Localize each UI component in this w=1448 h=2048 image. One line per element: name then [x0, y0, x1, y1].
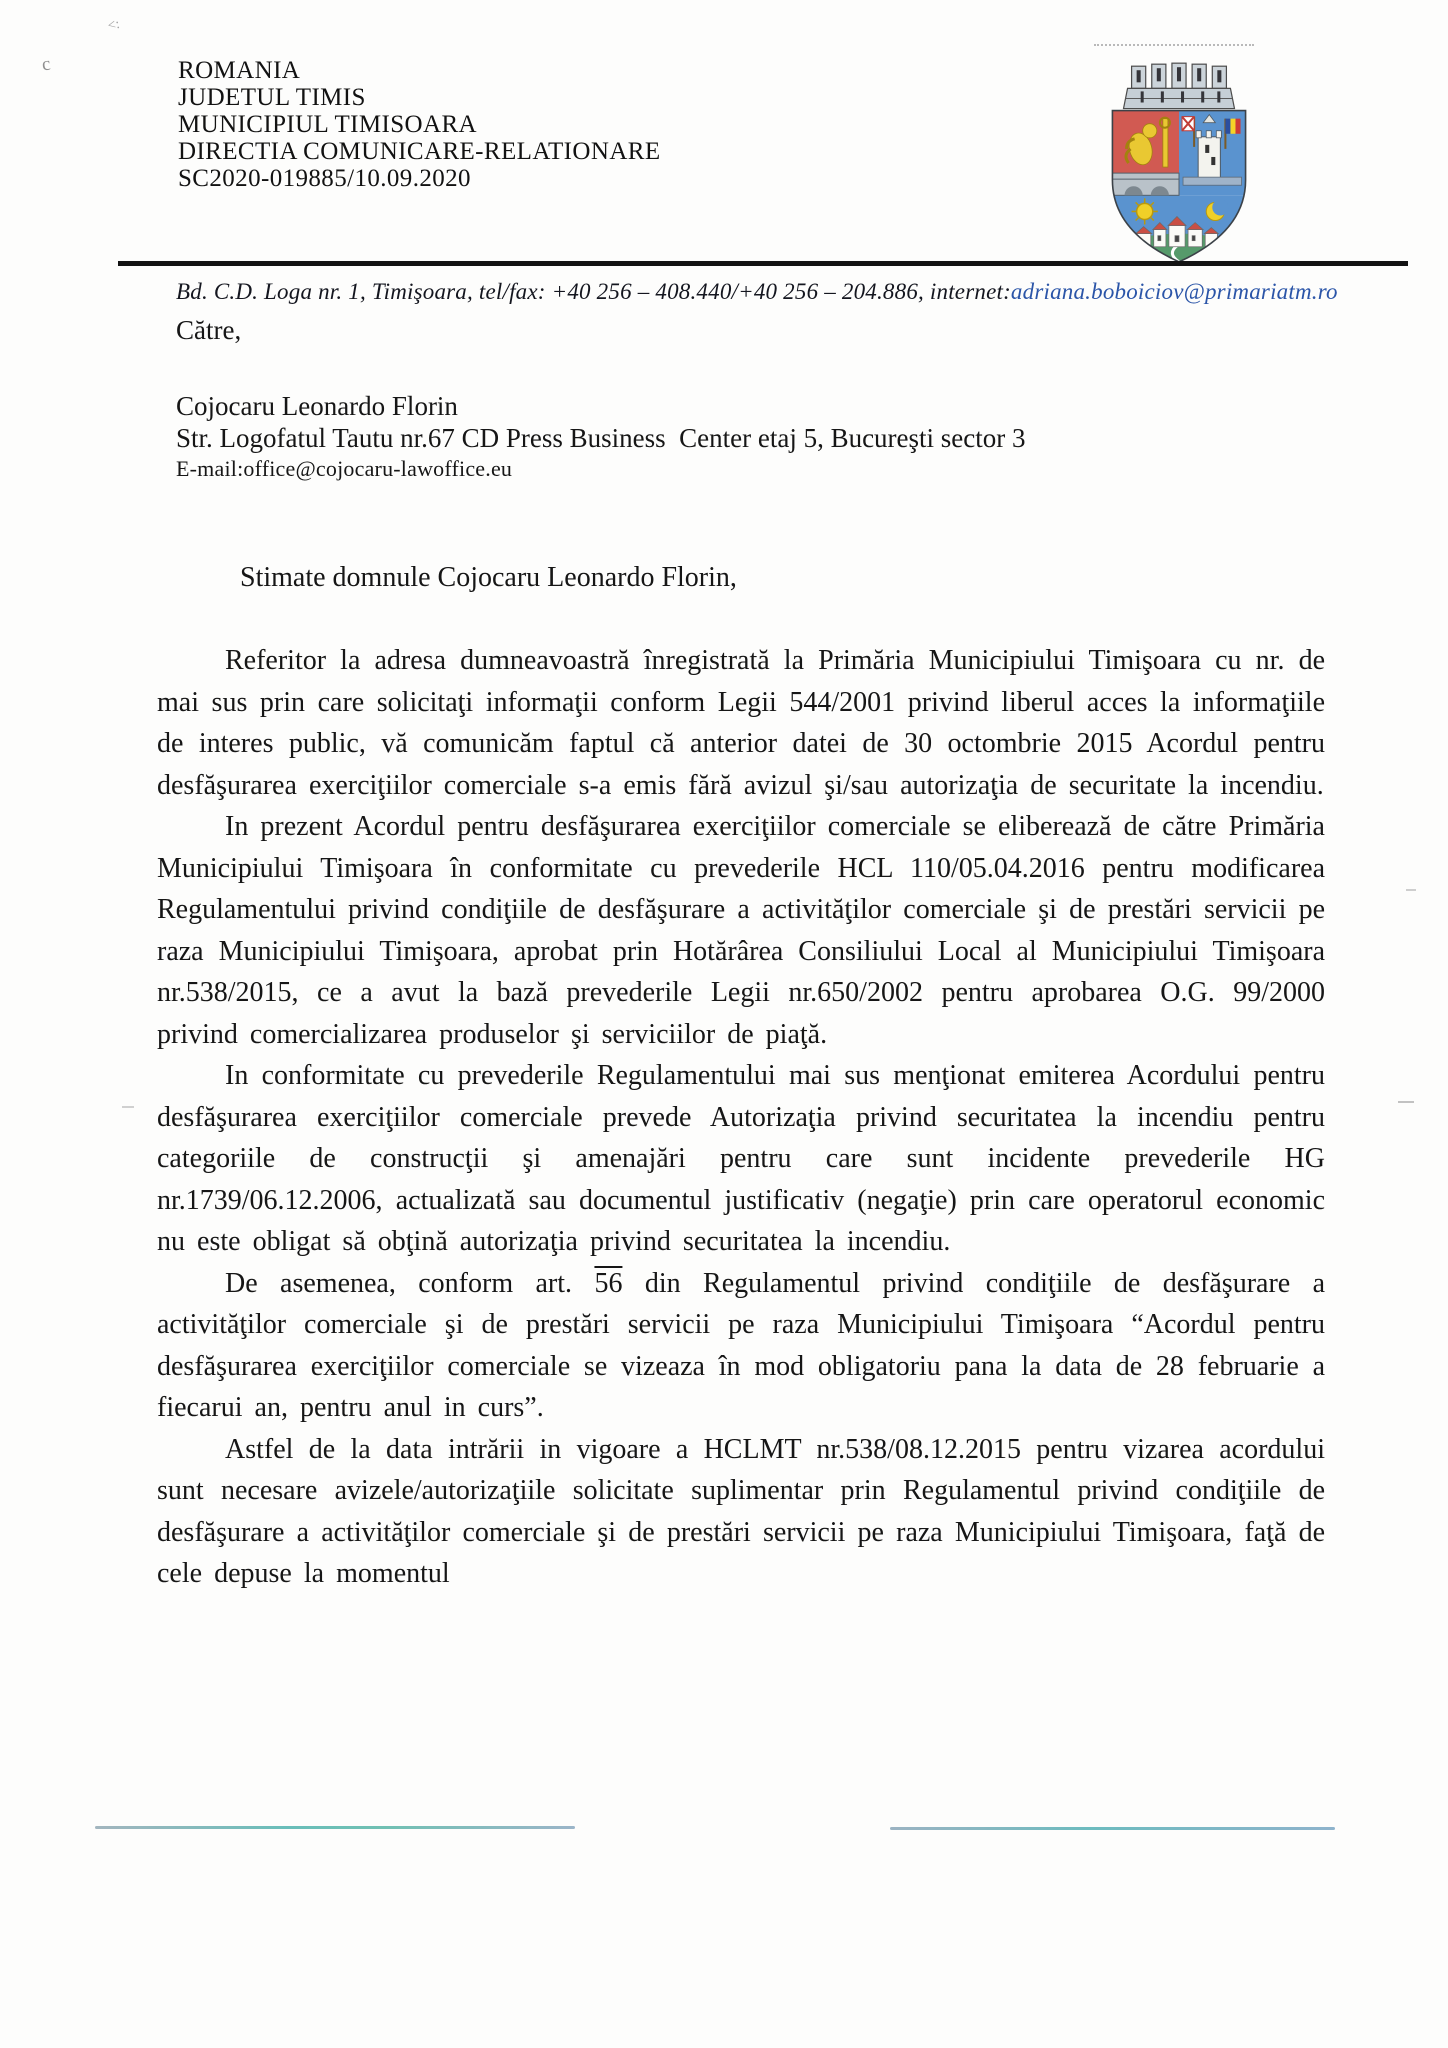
coat-of-arms-emblem — [1098, 44, 1260, 276]
header-divider — [118, 261, 1408, 266]
recipient-email: E-mail:office@cojocaru-lawoffice.eu — [176, 456, 513, 481]
contact-address-text: Bd. C.D. Loga nr. 1, Timişoara, tel/fax: +40 256 – 408.440/+40 256 – 204.886, internet: — [176, 279, 1011, 304]
scan-artifact — [1406, 889, 1416, 891]
body-paragraph-5: Astfel de la data intrării in vigoare a HCLMT nr.538/08.12.2015 pentru vizarea acordului sunt necesare avizele/autorizaţiile solicitate suplimentar prin Regulamentul privind condiţiile de desfăşurare a activităţilor comerciale şi de prestări servicii pe raza Municipiului Timişoara, faţă de cele depuse la momentul — [157, 1433, 1325, 1589]
letterhead-country: ROMANIA — [178, 57, 301, 84]
to-label: Către, — [176, 315, 242, 345]
contact-info-line — [176, 279, 1376, 305]
scan-artifact — [122, 1106, 134, 1108]
body-paragraph-2: In prezent Acordul pentru desfăşurarea exerciţiilor comerciale se eliberează de către Primăria Municipiului Timişoara în conformitate cu prevederile HCL 110/05.04.2016 pentru modificarea Regulamentului privind condiţiile de desfăşurare a activităţilor comerciale şi de prestări servicii pe raza Municipiului Timişoara, aprobat prin Hotărârea Consiliului Local al Municipiului Timişoara nr.538/2015, ce a avut la bază prevederile Legii nr.650/2002 pentru aprobarea O.G. 99/2000 privind comercializarea produselor şi serviciilor de piaţă. — [157, 811, 1325, 1050]
body-paragraph-4 — [157, 1263, 1325, 1429]
letterhead-department: DIRECTIA COMUNICARE-RELATIONARE — [178, 138, 661, 165]
recipient-address: Str. Logofatul Tautu nr.67 CD Press Business Center etaj 5, Bucureşti sector 3 — [176, 423, 1026, 453]
scan-artifact: <: — [106, 16, 122, 35]
letter-body — [157, 640, 1325, 1595]
recipient-name: Cojocaru Leonardo Florin — [176, 391, 458, 421]
greeting-line: Stimate domnule Cojocaru Leonardo Florin, — [240, 562, 737, 593]
registration-number: SC2020-019885/10.09.2020 — [178, 165, 471, 192]
paragraph-4-text-after: din Regulamentul privind condiţiile de desfăşurare a activităţilor comerciale şi de prestări servicii pe raza Municipiului Timişoara “Acordul pentru desfăşurarea exerciţiilor comerciale se vizeaza în mod obligatoriu pana la data de 28 februarie a fiecarui an, pentru anul in curs”. — [157, 1267, 1326, 1423]
letterhead — [178, 57, 661, 192]
scan-artifact-line-left — [95, 1826, 575, 1829]
letterhead-county: JUDETUL TIMIS — [178, 84, 366, 111]
paragraph-4-text-before: De asemenea, conform art. — [225, 1267, 573, 1299]
contact-email-link: adriana.boboiciov@primariatm.ro — [1010, 279, 1338, 304]
article-number-overlined: 56 — [594, 1267, 623, 1299]
scan-artifact-line-right — [890, 1827, 1335, 1830]
body-paragraph-3: In conformitate cu prevederile Regulamentului mai sus menţionat emiterea Acordului pentru desfăşurarea exerciţiilor comerciale prevede Autorizaţia privind securitatea la incendiu pentru categoriile de construcţii şi amenajări pentru care sunt incidente prevederile HG nr.1739/06.12.2006, actualizată sau documentul justificativ (negaţie) prin care operatorul economic nu este obligat să obţină autorizaţia privind securitatea la incendiu. — [157, 1060, 1325, 1257]
timisoara-coat-of-arms-icon — [1098, 44, 1260, 276]
letterhead-municipality: MUNICIPIUL TIMISOARA — [178, 111, 477, 138]
scan-artifact — [1398, 1101, 1414, 1103]
body-paragraph-1: Referitor la adresa dumneavoastră înregistrată la Primăria Municipiului Timişoara cu nr. de mai sus prin care solicitaţi informaţii conform Legii 544/2001 privind liberul acces la informaţiile de interes public, vă comunicăm faptul că anterior datei de 30 octombrie 2015 Acordul pentru desfăşurarea exerciţiilor comerciale s-a emis fără avizul şi/sau autorizaţia de securitate la incendiu. — [157, 645, 1325, 801]
scan-artifact: c — [40, 53, 52, 76]
recipient-block — [176, 390, 1026, 484]
